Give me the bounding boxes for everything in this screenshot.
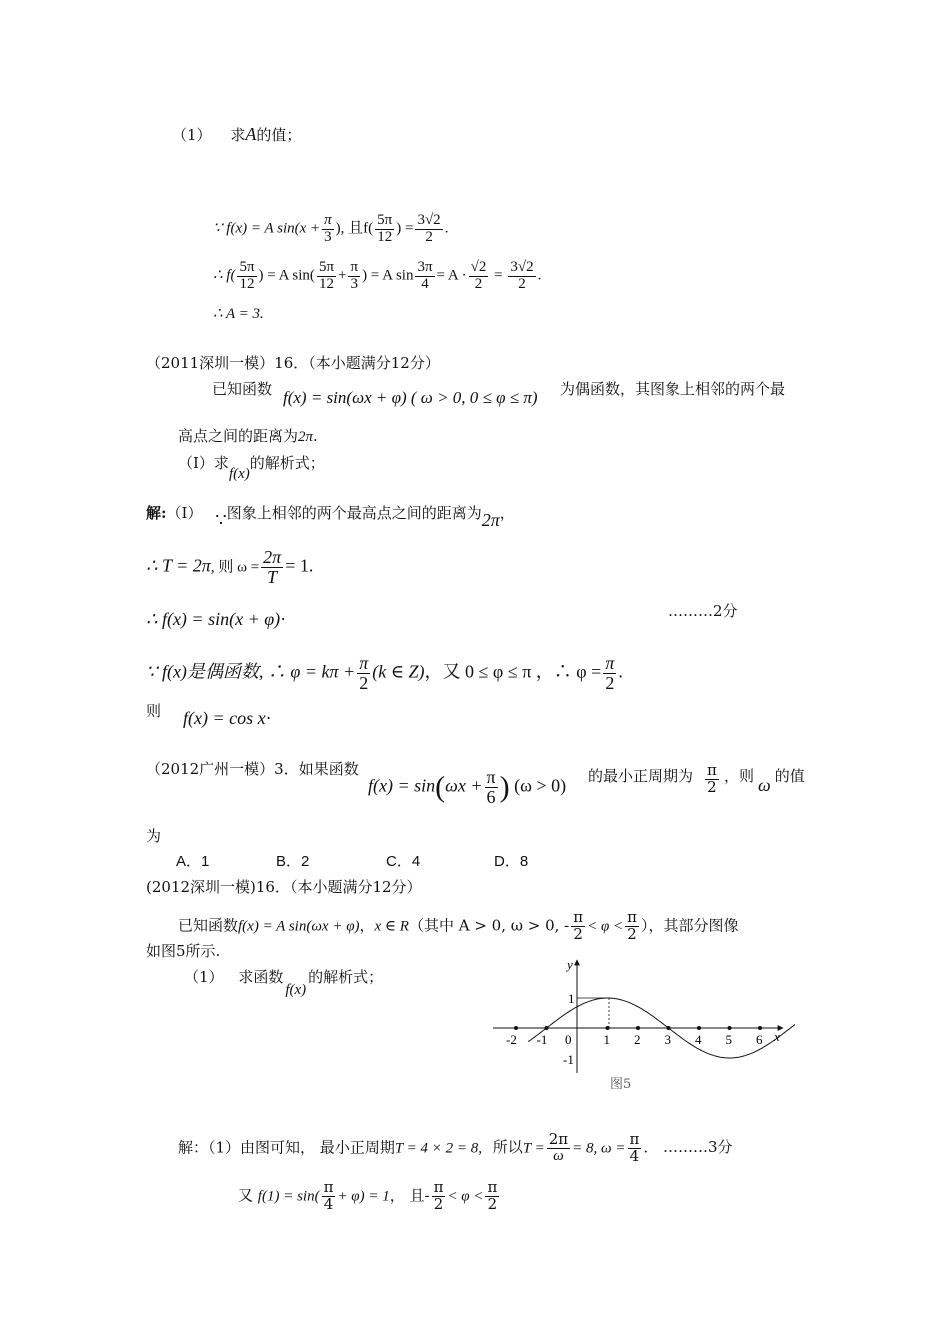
- x-tick-dot: [514, 1026, 518, 1030]
- fx: f(x): [228, 466, 250, 482]
- question-prefix: 求函数: [238, 968, 284, 986]
- expr: = A ·: [436, 267, 467, 284]
- x-tick-label: 6: [756, 1032, 763, 1047]
- frac-num: π: [707, 761, 717, 779]
- frac-den: 2: [518, 275, 526, 292]
- dot: ·: [265, 708, 272, 728]
- dot: .: [643, 1138, 649, 1157]
- text: 图象上相邻的两个最高点之间的距离为: [226, 504, 482, 522]
- score: ………3分: [662, 1138, 733, 1157]
- omega: ω: [758, 775, 771, 795]
- text: ， 且-: [389, 1186, 430, 1205]
- sz2011-f-line: [146, 609, 286, 630]
- y-tick-neg1: -1: [563, 1052, 574, 1067]
- frac-den: 12: [377, 228, 393, 245]
- frac-num: √2: [470, 259, 487, 275]
- x-axis-label: x: [774, 1029, 780, 1044]
- var-a: A: [245, 124, 257, 144]
- frac-den: 4: [323, 1194, 334, 1213]
- x-tick-label: -1: [536, 1032, 548, 1047]
- two-pi: 2π: [481, 510, 500, 530]
- frac-num: 5π: [318, 259, 335, 275]
- frac-num: 3√2: [417, 212, 441, 228]
- sz2012-solution-2: [238, 1180, 501, 1213]
- question-suffix: 的值；: [256, 126, 302, 144]
- sz2012-line1: [178, 910, 739, 943]
- x-tick-label: -2: [506, 1032, 517, 1047]
- figure-caption: 图5: [610, 1077, 632, 1092]
- expr: f(x) = cos x: [183, 708, 266, 728]
- expr: < φ <: [587, 918, 624, 935]
- gz2012-period-frac: [703, 763, 721, 796]
- sz2011-result: [183, 708, 272, 729]
- expr: ) = A sin: [362, 267, 414, 284]
- sz2011-score: ………2分: [668, 602, 738, 620]
- gz2012-formula: f(x) = sin(ωx + $\frac{\pi}{6}$ ) (ω > 0): [368, 767, 567, 807]
- expr: , 则 ω =: [210, 559, 260, 576]
- sz2011-question: [178, 452, 325, 482]
- expr: +: [338, 267, 347, 284]
- expr: ωx +: [445, 775, 483, 796]
- sz2011-formula: f(x) = sin(ωx + φ) ( ω > 0, 0 ≤ φ ≤ π): [283, 388, 538, 407]
- frac-den: 2: [425, 228, 433, 245]
- frac-den: 2: [707, 777, 717, 796]
- sz2011-then: 则: [146, 702, 162, 720]
- frac-den: 2: [605, 672, 615, 693]
- sz2011-solution-1: [146, 502, 515, 531]
- x-tick-dot: [728, 1026, 732, 1030]
- frac-den: 2: [573, 924, 583, 943]
- y-tick-1: 1: [568, 991, 575, 1006]
- condition: (ω > 0): [514, 775, 567, 796]
- sz2011-line2: [178, 425, 318, 446]
- expr: ) = A sin(: [258, 267, 315, 284]
- question-prefix: （Ⅰ）求: [178, 454, 229, 472]
- expr: ，又 0 ≤ φ ≤ π ，∴ φ =: [424, 661, 602, 682]
- frac-num: π: [359, 653, 369, 673]
- frac-num: π: [350, 259, 359, 275]
- expr: T =: [522, 1140, 545, 1157]
- text: 解：（1）由图可知， 最小正周期: [178, 1138, 395, 1157]
- solution-line-2: ∴ f( $\frac{5\pi}{12}$ ) = A sin( $\frac{5\pi}{12}$ + $\frac{\pi}{3}$ ) = A sin $\frac{3\pi}{4}$ = A · $\frac{√2}{2}$ = $\frac{3√2}{2}$ .: [213, 259, 542, 292]
- frac-den: T: [267, 566, 278, 587]
- expr: f(x) = sin: [368, 775, 436, 796]
- x-tick-label: 4: [695, 1032, 702, 1047]
- dot: ·: [280, 609, 287, 629]
- expr: = 1.: [285, 555, 314, 576]
- frac-den: 3: [324, 228, 332, 245]
- frac-num: 3π: [417, 259, 433, 275]
- question-1: [172, 124, 301, 145]
- frac-num: 5π: [239, 259, 255, 275]
- frac-den: 2: [474, 275, 483, 292]
- sz2012-header: (2012深圳一模)16．（本小题满分12分）: [146, 878, 422, 896]
- x-tick-dot: [758, 1026, 762, 1030]
- dot: .: [444, 220, 449, 237]
- solution-label: 解:: [146, 504, 167, 522]
- frac-den: 12: [239, 275, 255, 292]
- expr: = 8, ω =: [572, 1140, 626, 1157]
- text: ），其部分图像: [641, 916, 739, 935]
- expr: < φ <: [447, 1188, 484, 1205]
- text: 所以: [492, 1138, 523, 1157]
- text: ，则: [724, 767, 755, 785]
- sz2011-header: （2011深圳一模）16．（本小题满分12分）: [146, 354, 440, 372]
- text: 又: [238, 1186, 254, 1205]
- expr: ), 且f(: [335, 220, 374, 237]
- y-axis-label: y: [567, 957, 573, 972]
- x-tick-label: 1: [603, 1032, 610, 1047]
- expr: ∵ f(x)是偶函数, ∴ φ = kπ +: [146, 661, 356, 682]
- question-number: （1）: [184, 968, 224, 986]
- frac-num: π: [629, 1130, 640, 1148]
- sz2012-question: [184, 966, 384, 998]
- frac-num: π: [627, 908, 637, 926]
- comma: ，: [359, 916, 375, 935]
- solution-line-3: ∴ A = 3.: [213, 306, 264, 322]
- sz2011-intro: [212, 378, 272, 399]
- x-tick-dot: [606, 1026, 610, 1030]
- gz2012-wei: 为: [146, 827, 162, 845]
- frac-num: π: [324, 212, 332, 228]
- expr: T = 4 × 2 = 8,: [394, 1140, 483, 1157]
- fx-formula: f(x) = A sin(ωx + φ): [238, 918, 360, 935]
- sz2011-intro-tail: 为偶函数，其图象上相邻的两个最: [560, 380, 786, 398]
- option-c[interactable]: C．4: [386, 853, 421, 870]
- x-tick-label: 3: [664, 1032, 671, 1047]
- x-tick-dot: [636, 1026, 640, 1030]
- frac-num: 2π: [263, 547, 282, 567]
- expr: (k ∈ Z): [372, 661, 425, 682]
- expr: ∵ f(x) = A sin(x +: [213, 220, 321, 237]
- question-suffix: 的解析式；: [249, 454, 325, 472]
- gz2012-mid2: [724, 765, 805, 795]
- part-label: （Ⅰ）: [166, 504, 203, 522]
- question-number: （1）: [172, 126, 212, 144]
- frac-num: 5π: [377, 212, 393, 228]
- gz2012-question: [146, 758, 359, 779]
- sz2011-period-line: [146, 548, 313, 587]
- text: 的最小正周期为: [588, 767, 694, 785]
- frac-den: 6: [486, 786, 496, 807]
- x-tick-dot: [697, 1026, 701, 1030]
- text: 的值: [774, 767, 805, 785]
- question-header: （2012广州一模）3．如果函数: [146, 760, 359, 778]
- fx: f(x): [285, 982, 307, 998]
- text: 已知函数: [178, 916, 239, 935]
- frac-den: 4: [421, 275, 429, 292]
- frac-num: π: [433, 1178, 444, 1196]
- two-pi: 2π: [298, 429, 314, 445]
- expr: ∴ f(: [213, 267, 236, 284]
- option-b[interactable]: B．2: [276, 853, 310, 870]
- expr: + φ) = 1: [337, 1188, 390, 1205]
- sz2011-even-line: [146, 654, 623, 693]
- sz2012-line2: 如图5所示.: [146, 942, 221, 960]
- frac-num: π: [605, 653, 615, 673]
- intro-text: 已知函数: [212, 380, 273, 398]
- frac-den: 2: [487, 1194, 498, 1213]
- question-prefix: 求: [230, 126, 246, 144]
- domain: x ∈ R: [374, 918, 409, 935]
- frac-num: 3√2: [510, 259, 534, 275]
- x-tick-label: 5: [725, 1032, 732, 1047]
- because-symbol: ∵: [215, 510, 227, 531]
- expr: .: [618, 661, 623, 682]
- dot: .: [537, 267, 542, 284]
- solution-line-1: [213, 213, 448, 246]
- expr: f(1) = sin(: [257, 1188, 320, 1205]
- frac-num: π: [323, 1178, 334, 1196]
- expr: ∴ f(x) = sin(x + φ): [146, 609, 281, 629]
- question-suffix: 的解析式；: [308, 968, 384, 986]
- period: .: [313, 427, 318, 445]
- text: 高点之间的距离为: [178, 427, 299, 445]
- option-a[interactable]: A．1: [176, 853, 210, 870]
- gz2012-mid: [588, 765, 693, 786]
- frac-den: 2: [433, 1194, 444, 1213]
- comma: ，: [499, 504, 515, 522]
- frac-den: 3: [350, 275, 359, 292]
- expr: ∴ T = 2π: [146, 555, 211, 576]
- expr: ) =: [396, 220, 414, 237]
- frac-den: 4: [629, 1146, 640, 1165]
- frac-num: π: [573, 908, 584, 926]
- figure-5-graph: [485, 955, 795, 1095]
- frac-den: ω: [553, 1147, 564, 1164]
- frac-num: 2π: [548, 1130, 569, 1148]
- option-d[interactable]: D．8: [494, 853, 529, 870]
- frac-den: 12: [318, 275, 334, 292]
- x-tick-label: 0: [565, 1032, 572, 1047]
- frac-num: π: [487, 1178, 498, 1196]
- sz2012-solution-1: [178, 1132, 732, 1165]
- x-tick-label: 2: [634, 1032, 641, 1047]
- frac-den: 2: [359, 672, 369, 693]
- frac-num: π: [486, 767, 496, 787]
- frac-den: 2: [627, 924, 637, 943]
- text: （其中 A > 0, ω > 0, -: [408, 916, 570, 935]
